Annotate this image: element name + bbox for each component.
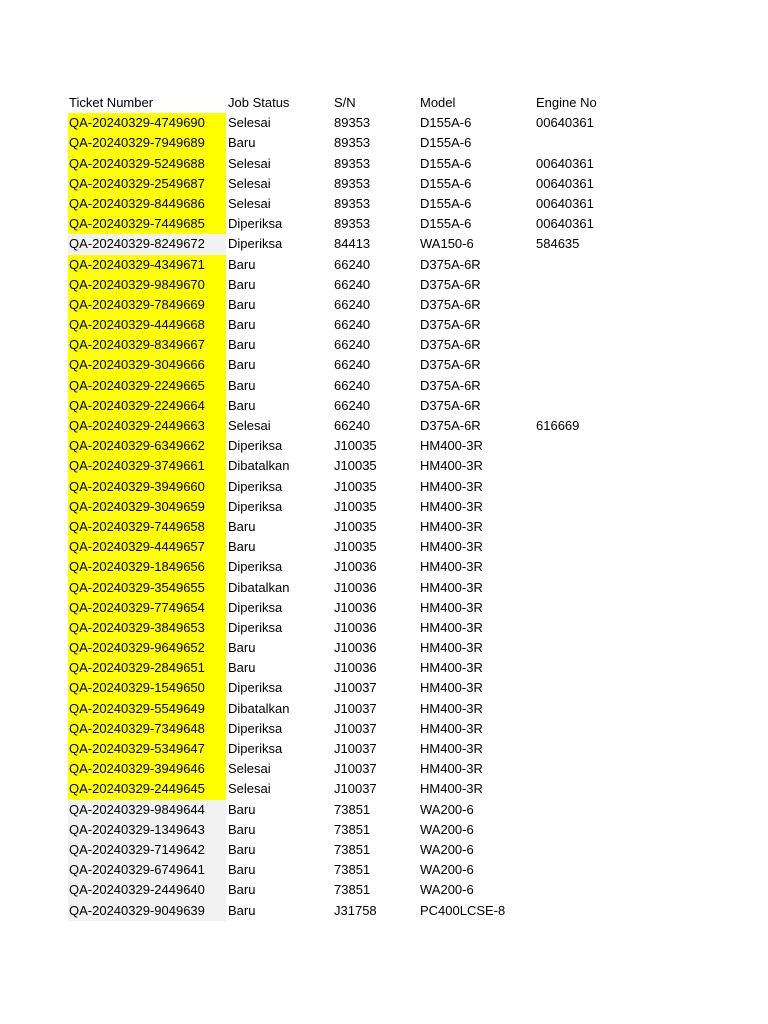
engine-no-cell[interactable] (536, 517, 646, 537)
serial-number-cell[interactable]: 73851 (334, 821, 371, 837)
job-status-cell[interactable]: Baru (228, 841, 256, 857)
header-model[interactable]: Model (420, 95, 456, 110)
job-status-cell[interactable]: Diperiksa (228, 498, 283, 514)
ticket-number-cell[interactable]: QA-20240329-3949646 (68, 759, 226, 779)
job-status-cell[interactable]: Diperiksa (228, 559, 283, 575)
serial-number-cell[interactable]: 73851 (334, 882, 371, 898)
model-cell[interactable]: HM400-3R (420, 700, 483, 716)
engine-no-cell[interactable]: 00640361 (536, 155, 594, 171)
ticket-number-cell[interactable]: QA-20240329-4449657 (68, 537, 226, 557)
engine-no-cell[interactable] (536, 315, 646, 335)
serial-number-cell[interactable]: 66240 (334, 256, 371, 272)
job-status-cell[interactable]: Baru (228, 902, 256, 918)
engine-no-cell[interactable] (536, 759, 646, 779)
model-cell[interactable]: WA200-6 (420, 862, 474, 878)
model-cell[interactable]: HM400-3R (420, 559, 483, 575)
header-ticket-number[interactable]: Ticket Number (69, 95, 154, 110)
ticket-number-cell[interactable]: QA-20240329-6749641 (68, 860, 226, 880)
ticket-number-cell[interactable]: QA-20240329-2849651 (68, 658, 226, 678)
ticket-number-cell[interactable]: QA-20240329-6349662 (68, 436, 226, 456)
model-cell[interactable]: D155A-6 (420, 155, 472, 171)
model-cell[interactable]: HM400-3R (420, 640, 483, 656)
engine-no-cell[interactable] (536, 800, 646, 820)
job-status-cell[interactable]: Diperiksa (228, 720, 283, 736)
job-status-cell[interactable]: Diperiksa (228, 599, 283, 615)
engine-no-cell[interactable] (536, 275, 646, 295)
header-serial-number[interactable]: S/N (334, 95, 356, 110)
model-cell[interactable]: HM400-3R (420, 539, 483, 555)
model-cell[interactable]: HM400-3R (420, 458, 483, 474)
engine-no-cell[interactable]: 00640361 (536, 175, 594, 191)
ticket-number-cell[interactable]: QA-20240329-1349643 (68, 820, 226, 840)
model-cell[interactable]: HM400-3R (420, 619, 483, 635)
job-status-cell[interactable]: Diperiksa (228, 741, 283, 756)
serial-number-cell[interactable]: J10037 (334, 700, 377, 716)
ticket-number-cell[interactable]: QA-20240329-2249665 (68, 376, 226, 396)
serial-number-cell[interactable]: 66240 (334, 418, 371, 433)
model-cell[interactable]: PC400LCSE-8 (420, 902, 506, 918)
ticket-number-cell[interactable]: QA-20240329-9649652 (68, 638, 226, 658)
model-cell[interactable]: HM400-3R (420, 518, 483, 534)
job-status-cell[interactable]: Selesai (228, 115, 271, 131)
serial-number-cell[interactable]: 73851 (334, 801, 371, 817)
serial-number-cell[interactable]: J10037 (334, 741, 377, 756)
job-status-cell[interactable]: Baru (228, 801, 256, 817)
serial-number-cell[interactable]: 73851 (334, 841, 371, 857)
model-cell[interactable]: D375A-6R (420, 357, 481, 373)
serial-number-cell[interactable]: 89353 (334, 135, 371, 151)
engine-no-cell[interactable]: 584635 (536, 236, 580, 252)
ticket-number-cell[interactable]: QA-20240329-3849653 (68, 618, 226, 638)
ticket-number-cell[interactable]: QA-20240329-2449645 (68, 779, 226, 799)
engine-no-cell[interactable] (536, 840, 646, 860)
engine-no-cell[interactable] (536, 678, 646, 698)
header-engine-no[interactable]: Engine No (536, 95, 597, 110)
serial-number-cell[interactable]: J10037 (334, 720, 377, 736)
model-cell[interactable]: D155A-6 (420, 135, 472, 151)
serial-number-cell[interactable]: J10036 (334, 640, 377, 656)
engine-no-cell[interactable] (536, 638, 646, 658)
serial-number-cell[interactable]: J10036 (334, 660, 377, 676)
engine-no-cell[interactable] (536, 578, 646, 598)
engine-no-cell[interactable] (536, 133, 646, 153)
ticket-number-cell[interactable]: QA-20240329-7449685 (68, 214, 226, 234)
job-status-cell[interactable]: Diperiksa (228, 619, 283, 635)
job-status-cell[interactable]: Diperiksa (228, 478, 283, 494)
model-cell[interactable]: HM400-3R (420, 781, 483, 797)
model-cell[interactable]: HM400-3R (420, 478, 483, 494)
engine-no-cell[interactable] (536, 699, 646, 719)
model-cell[interactable]: D375A-6R (420, 296, 481, 312)
ticket-number-cell[interactable]: QA-20240329-3749661 (68, 456, 226, 476)
serial-number-cell[interactable]: J10035 (334, 518, 377, 534)
engine-no-cell[interactable] (536, 880, 646, 900)
serial-number-cell[interactable]: 66240 (334, 337, 371, 353)
job-status-cell[interactable]: Baru (228, 296, 256, 312)
job-status-cell[interactable]: Dibatalkan (228, 458, 290, 474)
model-cell[interactable]: HM400-3R (420, 660, 483, 676)
serial-number-cell[interactable]: J10035 (334, 438, 377, 454)
engine-no-cell[interactable] (536, 255, 646, 275)
job-status-cell[interactable]: Baru (228, 317, 256, 333)
ticket-number-cell[interactable]: QA-20240329-5549649 (68, 699, 226, 719)
model-cell[interactable]: D375A-6R (420, 276, 481, 292)
serial-number-cell[interactable]: 89353 (334, 216, 371, 232)
job-status-cell[interactable]: Baru (228, 640, 256, 656)
model-cell[interactable]: HM400-3R (420, 438, 483, 454)
engine-no-cell[interactable] (536, 557, 646, 577)
engine-no-cell[interactable] (536, 739, 646, 759)
engine-no-cell[interactable] (536, 779, 646, 799)
job-status-cell[interactable]: Diperiksa (228, 680, 283, 696)
serial-number-cell[interactable]: 66240 (334, 317, 371, 333)
ticket-number-cell[interactable]: QA-20240329-7349648 (68, 719, 226, 739)
model-cell[interactable]: HM400-3R (420, 761, 483, 777)
serial-number-cell[interactable]: J10035 (334, 458, 377, 474)
model-cell[interactable]: D375A-6R (420, 418, 481, 433)
engine-no-cell[interactable] (536, 355, 646, 375)
serial-number-cell[interactable]: 89353 (334, 155, 371, 171)
model-cell[interactable]: WA200-6 (420, 882, 474, 898)
job-status-cell[interactable]: Diperiksa (228, 236, 283, 252)
serial-number-cell[interactable]: J10036 (334, 579, 377, 595)
model-cell[interactable]: HM400-3R (420, 680, 483, 696)
model-cell[interactable]: HM400-3R (420, 579, 483, 595)
engine-no-cell[interactable] (536, 901, 646, 921)
serial-number-cell[interactable]: 84413 (334, 236, 371, 252)
serial-number-cell[interactable]: 66240 (334, 276, 371, 292)
model-cell[interactable]: HM400-3R (420, 720, 483, 736)
serial-number-cell[interactable]: 89353 (334, 195, 371, 211)
engine-no-cell[interactable] (536, 376, 646, 396)
engine-no-cell[interactable] (536, 436, 646, 456)
serial-number-cell[interactable]: J31758 (334, 902, 377, 918)
engine-no-cell[interactable] (536, 396, 646, 416)
model-cell[interactable]: WA200-6 (420, 821, 474, 837)
job-status-cell[interactable]: Selesai (228, 155, 271, 171)
ticket-number-cell[interactable]: QA-20240329-8249672 (68, 234, 226, 254)
engine-no-cell[interactable] (536, 658, 646, 678)
job-status-cell[interactable]: Selesai (228, 781, 271, 797)
model-cell[interactable]: D155A-6 (420, 115, 472, 131)
ticket-number-cell[interactable]: QA-20240329-5349647 (68, 739, 226, 759)
model-cell[interactable]: HM400-3R (420, 498, 483, 514)
model-cell[interactable]: WA150-6 (420, 236, 474, 252)
job-status-cell[interactable]: Baru (228, 882, 256, 898)
serial-number-cell[interactable]: 66240 (334, 377, 371, 393)
engine-no-cell[interactable]: 00640361 (536, 216, 594, 232)
serial-number-cell[interactable]: J10035 (334, 539, 377, 555)
engine-no-cell[interactable] (536, 618, 646, 638)
ticket-number-cell[interactable]: QA-20240329-5249688 (68, 154, 226, 174)
ticket-number-cell[interactable]: QA-20240329-8349667 (68, 335, 226, 355)
model-cell[interactable]: D375A-6R (420, 397, 481, 413)
engine-no-cell[interactable] (536, 295, 646, 315)
job-status-cell[interactable]: Diperiksa (228, 438, 283, 454)
serial-number-cell[interactable]: 89353 (334, 115, 371, 131)
ticket-number-cell[interactable]: QA-20240329-7849669 (68, 295, 226, 315)
job-status-cell[interactable]: Baru (228, 821, 256, 837)
job-status-cell[interactable]: Baru (228, 862, 256, 878)
model-cell[interactable]: D375A-6R (420, 337, 481, 353)
serial-number-cell[interactable]: J10036 (334, 599, 377, 615)
model-cell[interactable]: HM400-3R (420, 741, 483, 756)
job-status-cell[interactable]: Baru (228, 276, 256, 292)
job-status-cell[interactable]: Selesai (228, 761, 271, 777)
engine-no-cell[interactable] (536, 456, 646, 476)
ticket-number-cell[interactable]: QA-20240329-8449686 (68, 194, 226, 214)
serial-number-cell[interactable]: J10037 (334, 761, 377, 777)
ticket-number-cell[interactable]: QA-20240329-2449640 (68, 880, 226, 900)
job-status-cell[interactable]: Diperiksa (228, 216, 283, 232)
engine-no-cell[interactable] (536, 477, 646, 497)
engine-no-cell[interactable] (536, 537, 646, 557)
serial-number-cell[interactable]: J10035 (334, 498, 377, 514)
ticket-number-cell[interactable]: QA-20240329-7749654 (68, 598, 226, 618)
header-job-status[interactable]: Job Status (228, 95, 290, 110)
ticket-number-cell[interactable]: QA-20240329-9849644 (68, 800, 226, 820)
job-status-cell[interactable]: Selesai (228, 175, 271, 191)
ticket-number-cell[interactable]: QA-20240329-2449663 (68, 416, 226, 436)
job-status-cell[interactable]: Baru (228, 660, 256, 676)
ticket-number-cell[interactable]: QA-20240329-3049659 (68, 497, 226, 517)
ticket-number-cell[interactable]: QA-20240329-7449658 (68, 517, 226, 537)
serial-number-cell[interactable]: J10037 (334, 680, 377, 696)
job-status-cell[interactable]: Baru (228, 518, 256, 534)
serial-number-cell[interactable]: 66240 (334, 397, 371, 413)
engine-no-cell[interactable]: 00640361 (536, 195, 594, 211)
model-cell[interactable]: WA200-6 (420, 801, 474, 817)
job-status-cell[interactable]: Selesai (228, 195, 271, 211)
job-status-cell[interactable]: Baru (228, 357, 256, 373)
model-cell[interactable]: D375A-6R (420, 377, 481, 393)
job-status-cell[interactable]: Baru (228, 135, 256, 151)
serial-number-cell[interactable]: J10036 (334, 559, 377, 575)
model-cell[interactable]: HM400-3R (420, 599, 483, 615)
ticket-number-cell[interactable]: QA-20240329-7149642 (68, 840, 226, 860)
engine-no-cell[interactable] (536, 335, 646, 355)
engine-no-cell[interactable] (536, 719, 646, 739)
model-cell[interactable]: D375A-6R (420, 317, 481, 333)
ticket-number-cell[interactable]: QA-20240329-4449668 (68, 315, 226, 335)
ticket-number-cell[interactable]: QA-20240329-7949689 (68, 133, 226, 153)
serial-number-cell[interactable]: 66240 (334, 357, 371, 373)
job-status-cell[interactable]: Baru (228, 397, 256, 413)
engine-no-cell[interactable] (536, 820, 646, 840)
model-cell[interactable]: D155A-6 (420, 175, 472, 191)
ticket-number-cell[interactable]: QA-20240329-4749690 (68, 113, 226, 133)
model-cell[interactable]: D375A-6R (420, 256, 481, 272)
job-status-cell[interactable]: Baru (228, 337, 256, 353)
serial-number-cell[interactable]: J10036 (334, 619, 377, 635)
job-status-cell[interactable]: Baru (228, 377, 256, 393)
serial-number-cell[interactable]: J10035 (334, 478, 377, 494)
engine-no-cell[interactable]: 616669 (536, 418, 580, 433)
ticket-number-cell[interactable]: QA-20240329-9049639 (68, 901, 226, 921)
ticket-number-cell[interactable]: QA-20240329-3949660 (68, 477, 226, 497)
job-status-cell[interactable]: Selesai (228, 418, 271, 433)
engine-no-cell[interactable]: 00640361 (536, 115, 594, 131)
engine-no-cell[interactable] (536, 497, 646, 517)
model-cell[interactable]: D155A-6 (420, 195, 472, 211)
job-status-cell[interactable]: Baru (228, 539, 256, 555)
serial-number-cell[interactable]: J10037 (334, 781, 377, 797)
serial-number-cell[interactable]: 73851 (334, 862, 371, 878)
ticket-number-cell[interactable]: QA-20240329-9849670 (68, 275, 226, 295)
serial-number-cell[interactable]: 89353 (334, 175, 371, 191)
ticket-number-cell[interactable]: QA-20240329-4349671 (68, 255, 226, 275)
ticket-number-cell[interactable]: QA-20240329-1849656 (68, 557, 226, 577)
ticket-number-cell[interactable]: QA-20240329-2249664 (68, 396, 226, 416)
ticket-number-cell[interactable]: QA-20240329-3049666 (68, 355, 226, 375)
engine-no-cell[interactable] (536, 598, 646, 618)
serial-number-cell[interactable]: 66240 (334, 296, 371, 312)
ticket-number-cell[interactable]: QA-20240329-3549655 (68, 578, 226, 598)
engine-no-cell[interactable] (536, 860, 646, 880)
job-status-cell[interactable]: Dibatalkan (228, 579, 290, 595)
job-status-cell[interactable]: Baru (228, 256, 256, 272)
job-status-cell[interactable]: Dibatalkan (228, 700, 290, 716)
model-cell[interactable]: D155A-6 (420, 216, 472, 232)
model-cell[interactable]: WA200-6 (420, 841, 474, 857)
ticket-number-cell[interactable]: QA-20240329-1549650 (68, 678, 226, 698)
ticket-number-cell[interactable]: QA-20240329-2549687 (68, 174, 226, 194)
